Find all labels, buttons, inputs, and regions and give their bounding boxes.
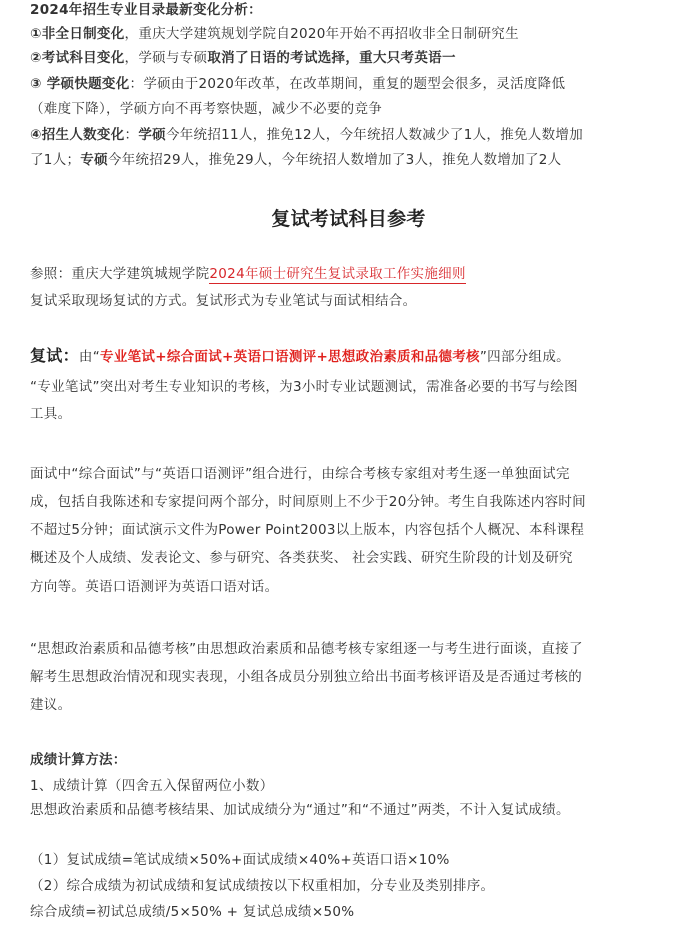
item4-text-c: 今年统招29人，推免29人，今年统招人数增加了3人，推免人数增加了2人 [107,152,562,168]
politics-line-2: 解考生思想政治情况和现实表现，小组各成员分别独立给出书面考核评语及是否通过考核的 [30,669,582,685]
interview-line-5: 方向等。英语口语测评为英语口语对话。 [30,579,279,595]
item2-label: ②考试科目变化 [30,50,125,66]
section-title: 复试考试科目参考 [271,208,426,230]
item4-colon: ： [124,127,139,143]
scoring-line-3: （1）复试成绩=笔试成绩×50%+面试成绩×40%+英语口语×10% [30,852,450,868]
politics-line-1: “思想政治素质和品德考核”由思想政治素质和品德考核专家组逐一与考生进行面谈，直接了 [30,641,583,657]
interview-line-3: 不超过5分钟；面试演示文件为Power Point2003以上版本，内容包括个人概况、本科课程 [30,522,585,538]
item4-zhuanshuo: 专硕 [80,152,108,168]
interview-line-4: 概述及个人成绩、发表论文、参与研究、各类获奖、 社会实践、研究生阶段的计划及研究 [30,550,573,566]
item3-text: ：学硕由于2020年改革，在改革期间，重复的题型会很多，灵活度降低 [129,76,566,92]
scoring-line-5: 综合成绩=初试总成绩/5×50% + 复试总成绩×50% [30,904,355,920]
retest-line-2: “专业笔试”突出对考生专业知识的考核，为3小时专业试题测试，需准备必要的书写与绘图 [30,379,578,395]
reference-prefix: 参照：重庆大学建筑城规学院 [30,266,210,282]
interview-line-1: 面试中“综合面试”与“英语口语测评”组合进行，由综合考核专家组对考生逐一单独面试完 [30,466,570,482]
scoring-line-1: 1、成绩计算（四舍五入保留两位小数） [30,778,274,794]
analysis-item-1 [30,24,519,44]
item4-text-a: 今年统招11人，推免12人，今年统招人数减少了1人，推免人数增加 [165,127,583,143]
retest-text-a: 由“ [78,349,101,365]
scoring-heading: 成绩计算方法： [30,752,127,768]
item4-label: ④招生人数变化 [30,127,125,143]
analysis-item-4-cont [30,150,561,170]
reference-line [30,264,466,284]
reference-link[interactable]: 2024年硕士研究生复试录取工作实施细则 [209,266,466,282]
reference-line-2: 复试采取现场复试的方式。复试形式为专业笔试与面试相结合。 [30,293,417,309]
item1-text: ，重庆大学建筑规划学院自2020年开始不再招收非全日制研究生 [124,26,519,42]
analysis-item-3-cont: （难度下降），学硕方向不再考察快题，减少不必要的竞争 [30,101,383,117]
interview-line-2: 成，包括自我陈述和专家提问两个部分，时间原则上不少于20分钟。考生自我陈述内容时间 [30,494,586,510]
retest-line [30,346,570,367]
retest-components: 专业笔试+综合面试+英语口语测评+思想政治素质和品德考核 [100,349,480,365]
politics-line-3: 建议。 [30,697,72,713]
item4-xueshuo: 学硕 [138,127,166,143]
retest-label: 复试： [30,346,79,365]
analysis-heading: 2024年招生专业目录最新变化分析： [30,2,262,18]
item3-label: ③ 学硕快题变化 [30,76,130,92]
retest-line-3: 工具。 [30,406,72,422]
item2-text: ，学硕与专硕 [124,50,208,66]
scoring-line-4: （2）综合成绩为初试成绩和复试成绩按以下权重相加，分专业及类别排序。 [30,878,495,894]
item2-bold: 取消了日语的考试选择，重大只考英语一 [207,50,456,66]
item1-label: ①非全日制变化 [30,26,125,42]
analysis-item-4 [30,125,583,145]
scoring-line-2: 思想政治素质和品德考核结果、加试成绩分为“通过”和“不通过”两类，不计入复试成绩。 [30,802,570,818]
analysis-item-2 [30,48,456,68]
analysis-item-3 [30,74,565,94]
item4-text-b: 了1人； [30,152,81,168]
retest-text-b: ”四部分组成。 [479,349,570,365]
